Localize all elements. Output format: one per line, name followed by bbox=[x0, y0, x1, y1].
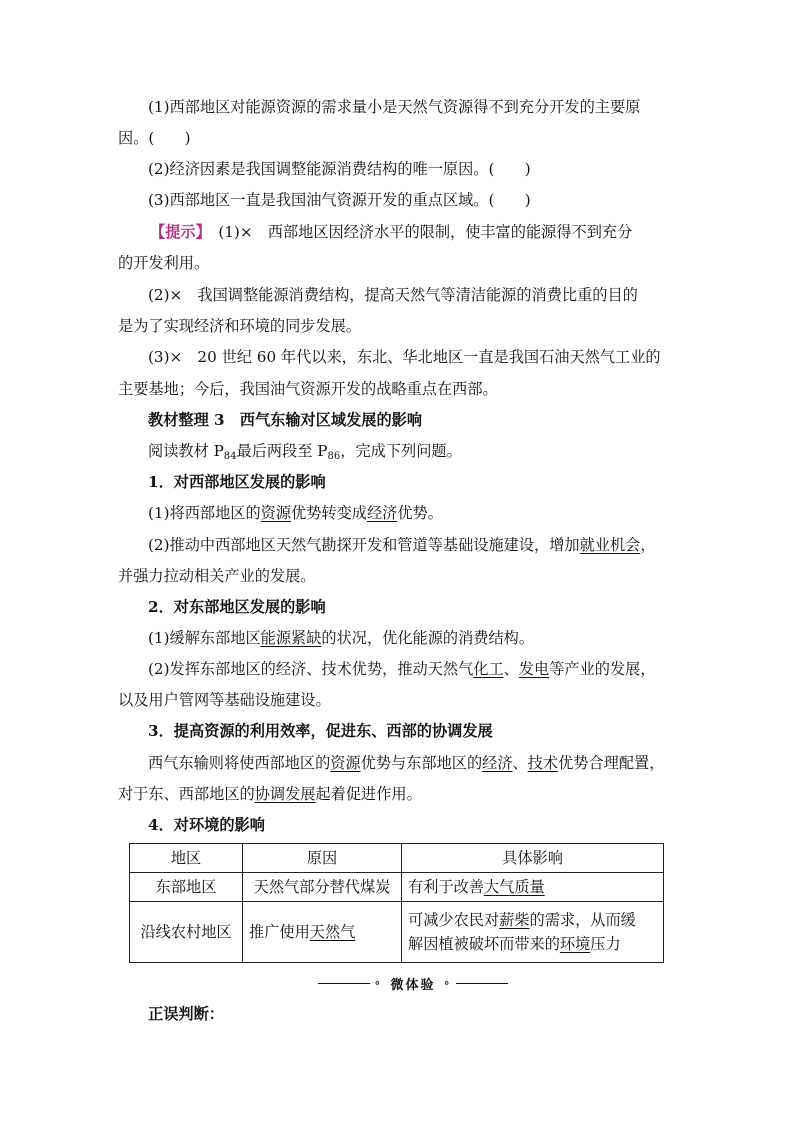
table-header-cause: 原因 bbox=[243, 844, 402, 873]
west-l2-underlined-1: 就业机会 bbox=[579, 536, 641, 554]
reading-suffix: ，完成下列问题。 bbox=[340, 442, 462, 460]
table-cell-region: 东部地区 bbox=[130, 873, 243, 902]
page-sub-1: 84 bbox=[223, 451, 237, 462]
cause-underlined: 天然气 bbox=[309, 923, 356, 941]
effect-underlined: 大气质量 bbox=[483, 878, 545, 896]
micro-experience-divider bbox=[318, 972, 508, 994]
reading-prefix: 阅读教材 P bbox=[148, 442, 224, 460]
effect-text-b: 的需求，从而缓 bbox=[529, 911, 636, 929]
coord-l1-text-c: 、 bbox=[512, 754, 528, 772]
coord-l1-text-d: 优势合理配置， bbox=[558, 754, 665, 772]
page-sub-2: 86 bbox=[327, 451, 341, 462]
east-l2-text-a: (2)发挥东部地区的经济、技术优势，推动天然气 bbox=[148, 660, 474, 678]
west-l2-text-a: (2)推动中西部地区天然气勘探开发和管道等基础设施建设，增加 bbox=[148, 536, 580, 554]
table-row bbox=[130, 873, 664, 902]
coord-l1-underlined-1: 资源 bbox=[330, 754, 361, 772]
east-l1-text-a: (1)缓解东部地区 bbox=[148, 629, 261, 647]
east-line-3: 以及用户管网等基础设施建设。 bbox=[118, 691, 331, 709]
reading-mid: 最后两段至 P bbox=[236, 442, 328, 460]
effect-underlined-2: 环境 bbox=[559, 935, 591, 953]
divider-rule-left bbox=[318, 983, 370, 984]
west-l2-text-b: ， bbox=[640, 536, 656, 554]
west-l1-text-b: 优势转变成 bbox=[291, 504, 367, 522]
east-line-2 bbox=[148, 658, 656, 680]
hint-label: 【提示】 bbox=[150, 223, 204, 241]
east-l1-underlined-1: 能源紧缺 bbox=[260, 629, 322, 647]
table-header-region: 地区 bbox=[130, 844, 243, 873]
coord-l2-text-a: 对于东、西部地区的 bbox=[118, 785, 255, 803]
hint-answer-3-line-2: 主要基地；今后，我国油气资源开发的战略重点在西部。 bbox=[118, 380, 498, 398]
hint-answer-1-text: (1)× 西部地区因经济水平的限制，使丰富的能源得不到充分 bbox=[203, 223, 633, 241]
west-heading: 1．对西部地区发展的影响 bbox=[148, 473, 326, 491]
coord-l2-text-b: 起着促进作用。 bbox=[315, 785, 422, 803]
question-1-line-2: 因。( ) bbox=[118, 129, 191, 147]
coord-heading: 3．提高资源的利用效率，促进东、西部的协调发展 bbox=[148, 722, 493, 740]
west-l1-underlined-2: 经济 bbox=[366, 504, 398, 522]
effect-text-c: 解因植被破坏而带来的 bbox=[408, 935, 560, 953]
effect-line-1 bbox=[408, 908, 657, 932]
env-heading: 4．对环境的影响 bbox=[148, 816, 265, 834]
divider-label: 微体验 bbox=[390, 977, 436, 993]
table-header-effect: 具体影响 bbox=[402, 844, 664, 873]
hint-answer-1-line-1 bbox=[150, 221, 632, 243]
table-cell-cause: 天然气部分替代煤炭 bbox=[243, 873, 402, 902]
east-l2-text-b: 、 bbox=[503, 660, 519, 678]
coord-l1-text-a: 西气东输则将使西部地区的 bbox=[148, 754, 331, 772]
west-line-3: 并强力拉动相关产业的发展。 bbox=[118, 567, 316, 585]
west-line-2 bbox=[148, 534, 656, 556]
effect-text: 有利于改善 bbox=[408, 878, 484, 896]
table-cell-region: 沿线农村地区 bbox=[130, 902, 243, 963]
table-cell-effect bbox=[402, 902, 664, 963]
east-l2-underlined-2: 发电 bbox=[518, 660, 550, 678]
coord-l1-text-b: 优势与东部地区的 bbox=[360, 754, 483, 772]
effect-line-2 bbox=[408, 932, 657, 956]
west-l1-text-a: (1)将西部地区的 bbox=[148, 504, 261, 522]
hint-answer-2-line-1: (2)× 我国调整能源消费结构，提高天然气等清洁能源的消费比重的目的 bbox=[148, 286, 638, 304]
west-l1-underlined-1: 资源 bbox=[260, 504, 292, 522]
divider-rule-right bbox=[456, 983, 508, 984]
effect-text-a: 可减少农民对 bbox=[408, 911, 500, 929]
question-2: (2)经济因素是我国调整能源消费结构的唯一原因。( ) bbox=[148, 160, 531, 178]
hint-answer-1-line-2: 的开发利用。 bbox=[118, 254, 210, 272]
question-3: (3)西部地区一直是我国油气资源开发的重点区域。( ) bbox=[148, 191, 531, 209]
environment-impact-table bbox=[129, 843, 664, 963]
coord-l2-underlined-1: 协调发展 bbox=[254, 785, 316, 803]
divider-circle-right: ∘ bbox=[443, 975, 452, 991]
effect-underlined-1: 薪柴 bbox=[499, 911, 530, 929]
table-cell-effect bbox=[402, 873, 664, 902]
west-l1-text-c: 优势。 bbox=[397, 504, 443, 522]
east-line-1 bbox=[148, 627, 534, 649]
east-heading: 2．对东部地区发展的影响 bbox=[148, 598, 326, 616]
table-header-row bbox=[130, 844, 664, 873]
east-l2-text-c: 等产业的发展， bbox=[549, 660, 656, 678]
reading-instruction bbox=[148, 440, 462, 468]
table-row bbox=[130, 902, 664, 963]
effect-text-d: 压力 bbox=[590, 935, 621, 953]
west-line-1 bbox=[148, 502, 443, 524]
coord-line-2 bbox=[118, 783, 422, 805]
cause-text: 推广使用 bbox=[249, 923, 310, 941]
hint-answer-2-line-2: 是为了实现经济和环境的同步发展。 bbox=[118, 317, 361, 335]
divider-circle-left: ∘ bbox=[374, 975, 383, 991]
judgment-label: 正误判断： bbox=[148, 1005, 224, 1023]
question-1-line-1: (1)西部地区对能源资源的需求量小是天然气资源得不到充分开发的主要原 bbox=[148, 98, 641, 116]
coord-l1-underlined-2: 经济 bbox=[482, 754, 513, 772]
coord-l1-underlined-3: 技术 bbox=[527, 754, 559, 772]
coord-line-1 bbox=[148, 752, 664, 774]
hint-answer-3-line-1: (3)× 20 世纪 60 年代以来，东北、华北地区一直是我国石油天然气工业的 bbox=[148, 348, 661, 366]
east-l2-underlined-1: 化工 bbox=[473, 660, 504, 678]
east-l1-text-b: 的状况，优化能源的消费结构。 bbox=[321, 629, 535, 647]
table-cell-cause bbox=[243, 902, 402, 963]
section-heading: 教材整理 3 西气东输对区域发展的影响 bbox=[148, 411, 423, 429]
